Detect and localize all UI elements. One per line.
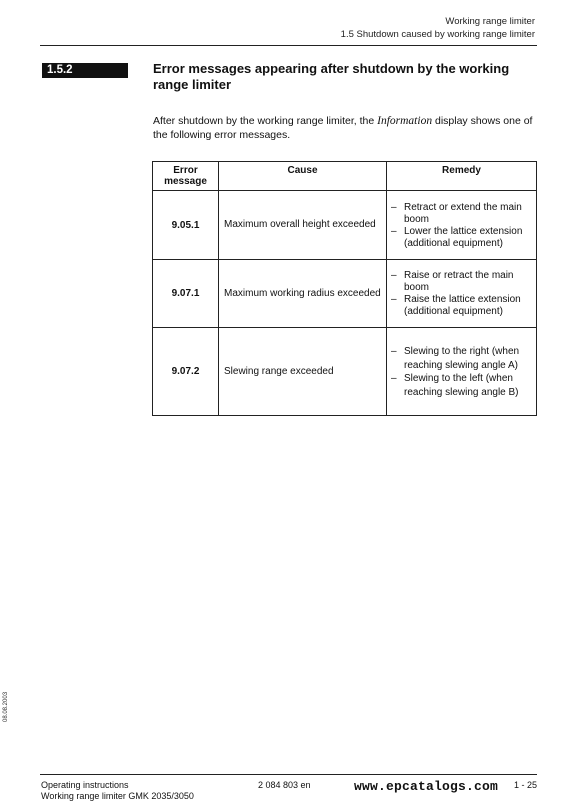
table-header-row [153,162,537,191]
remedy-item: – Slewing to the right (when reaching slewing angle A) [391,345,532,372]
cause-cell: Slewing range exceeded [219,328,387,416]
side-date-stamp: 08.08.2003 [3,691,9,722]
column-header-cause: Cause [219,162,387,191]
remedy-item: – Raise or retract the main boom [391,270,532,294]
remedy-item: – Retract or extend the main boom [391,202,532,226]
running-header-section: 1.5 Shutdown caused by working range limiter [340,29,535,40]
remedy-list [391,202,532,250]
table-row [153,260,537,328]
remedy-item: – Slewing to the left (when reaching slewing angle B) [391,372,532,399]
intro-text-after: display shows one of the following error messages. [153,115,533,141]
cause-cell: Maximum working radius exceeded [219,260,387,328]
cause-cell: Maximum overall height exceeded [219,191,387,260]
table-row [153,328,537,416]
footer-document-title: Working range limiter GMK 2035/3050 [41,791,194,801]
remedy-cell [387,260,537,328]
running-header-chapter: Working range limiter [445,16,535,27]
error-code-cell: 9.07.1 [153,260,219,328]
table-row [153,191,537,260]
remedy-item: – Raise the lattice extension (additional equipment) [391,294,532,318]
error-message-table [152,161,537,416]
error-code-cell: 9.07.2 [153,328,219,416]
remedy-list [391,270,532,318]
remedy-item: – Lower the lattice extension (additional equipment) [391,226,532,250]
remedy-cell [387,328,537,416]
column-header-remedy: Remedy [387,162,537,191]
footer-rule [40,774,537,775]
remedy-cell [387,191,537,260]
intro-text-before: After shutdown by the working range limiter, the [153,115,378,127]
footer-document-type: Operating instructions [41,780,129,790]
footer-document-number: 2 084 803 en [258,780,311,790]
header-rule [40,45,537,46]
column-header-error-message: Error message [153,162,219,191]
error-code-cell: 9.05.1 [153,191,219,260]
section-number-box: 1.5.2 [42,63,128,78]
remedy-list [391,345,532,399]
watermark-link[interactable]: www.epcatalogs.com [354,779,499,794]
section-title: Error messages appearing after shutdown by the working range limiter [153,61,510,92]
footer-page-number: 1 - 25 [514,780,538,790]
intro-paragraph [153,114,541,142]
intro-emphasis: Information [377,115,433,127]
